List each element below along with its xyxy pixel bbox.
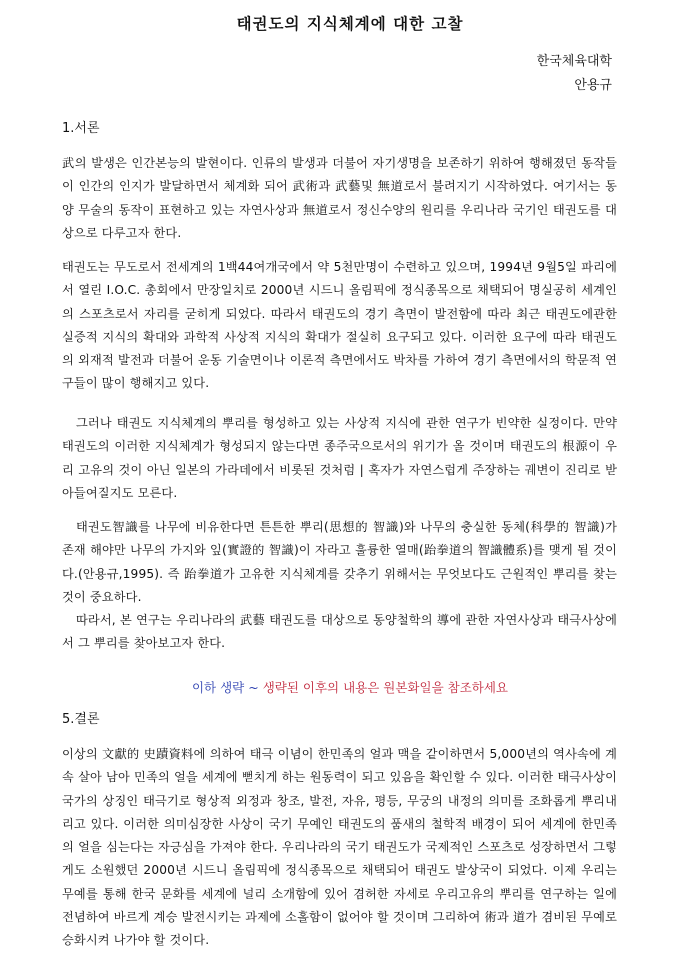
intro-paragraph-4: 태권도智識를 나무에 비유한다면 튼튼한 뿌리(思想的 智識)와 나무의 충실한 동체(科學的 智識)가 존재 해야만 나무의 가지와 잎(實證的 智識)이 자라고 훌륭한 열매(跆拳道의 智識體系)를 맺게 될 것이다.(안용규,1995). 즉 跆拳道가 고유한 지식체계를 갖추기 위해서는 무엇보다도 근원적인 뿌리를 찾는 것이 중요하다. <box>62 520 617 604</box>
author-name: 안용규 <box>574 78 612 93</box>
author-affiliation: 한국체육대학 <box>536 54 612 69</box>
section-heading-introduction: 1.서론 <box>62 121 100 136</box>
section-heading-conclusion: 5.결론 <box>62 712 100 727</box>
intro-paragraph-1: 武의 발생은 인간본능의 발현이다. 인류의 발생과 더불어 자기생명을 보존하기 위하여 행해졌던 동작들이 인간의 인지가 발달하면서 체계화 되어 武術과 武藝및 無道로서 불려지기 시작하였다. 여기서는 동양 무술의 동작이 표현하고 있는 자연사상과 無道로서 정신수양의 원리를 우리나라 국기인 태권도를 대상으로 다루고자 한다. <box>62 156 617 240</box>
omission-note-reference: 생략된 이후의 내용은 원본화일을 참조하세요 <box>262 680 509 695</box>
omission-note <box>0 678 700 696</box>
intro-paragraph-3: 그러나 태권도 지식체계의 뿌리를 형성하고 있는 사상적 지식에 관한 연구가 빈약한 실정이다. 만약 태권도의 이러한 지식체계가 형성되지 않는다면 종주국으로서의 위기가 올 것이며 태권도의 根源이 우리 고유의 것이 아닌 일본의 가라데에서 비롯된 것처럼 | 혹자가 자연스럽게 주장하는 궤변이 진리로 받아들여질지도 모른다. <box>62 416 617 500</box>
document-title: 태권도의 지식체계에 대한 고찰 <box>236 15 464 33</box>
omission-note-lead: 이하 생략 ~ <box>191 680 263 695</box>
conclusion-paragraph: 이상의 文獻的 史蹟資料에 의하여 태극 이념이 한민족의 얼과 맥을 같이하면서 5,000년의 역사속에 계속 살아 남아 민족의 얼을 세계에 뻗치게 하는 원동력이 되고 있음을 확인할 수 있다. 이러한 태극사상이 국가의 상징인 태극기로 형상적 외정과 창조, 발전, 자유, 평등, 무궁의 내정의 의미를 조화롭게 뿌리내리고 있다. 이러한 의미심장한 사상이 국기 무예인 태권도의 품새의 철학적 배경이 되어 세계에 한민족의 얼을 심는다는 자긍심을 가져야 한다. 우리나라의 국기 태권도가 국제적인 스포츠로 성장하면서 그렇게도 소원했던 2000년 시드니 올림픽에 정식종목으로 채택되어 태권도 발상국이 되었다. 이제 우리는 무예를 통해 한국 문화를 세계에 널리 소개함에 있어 겸허한 자세로 우리고유의 뿌리를 연구하는 일에 전념하여 바르게 계승 발전시키는 과제에 소홀함이 없어야 할 것이며 그리하여 術과 道가 겸비된 무예로 승화시켜 나가야 할 것이다. <box>62 747 617 948</box>
intro-paragraph-2: 태권도는 무도로서 전세계의 1백44여개국에서 약 5천만명이 수련하고 있으며, 1994년 9월5일 파리에서 열린 I.O.C. 총회에서 만장일치로 2000년 시드니 올림픽에 정식종목으로 채택되어 명실공히 세계인의 스포츠로서 자리를 굳히게 되었다. 따라서 태권도의 경기 측면이 발전함에 따라 최근 태권도에관한 실증적 지식의 확대와 과학적 사상적 지식의 확대가 절실히 요구되고 있다. 이러한 요구에 따라 태권도의 외재적 발전과 더불어 운동 기술면이나 이론적 측면에서도 박차를 가하여 경기 측면에서의 학문적 연구들이 많이 행해지고 있다. <box>62 260 617 391</box>
intro-paragraph-5: 따라서, 본 연구는 우리나라의 武藝 태권도를 대상으로 동양철학의 導에 관한 자연사상과 태극사상에서 그 뿌리를 찾아보고자 한다. <box>62 613 617 651</box>
